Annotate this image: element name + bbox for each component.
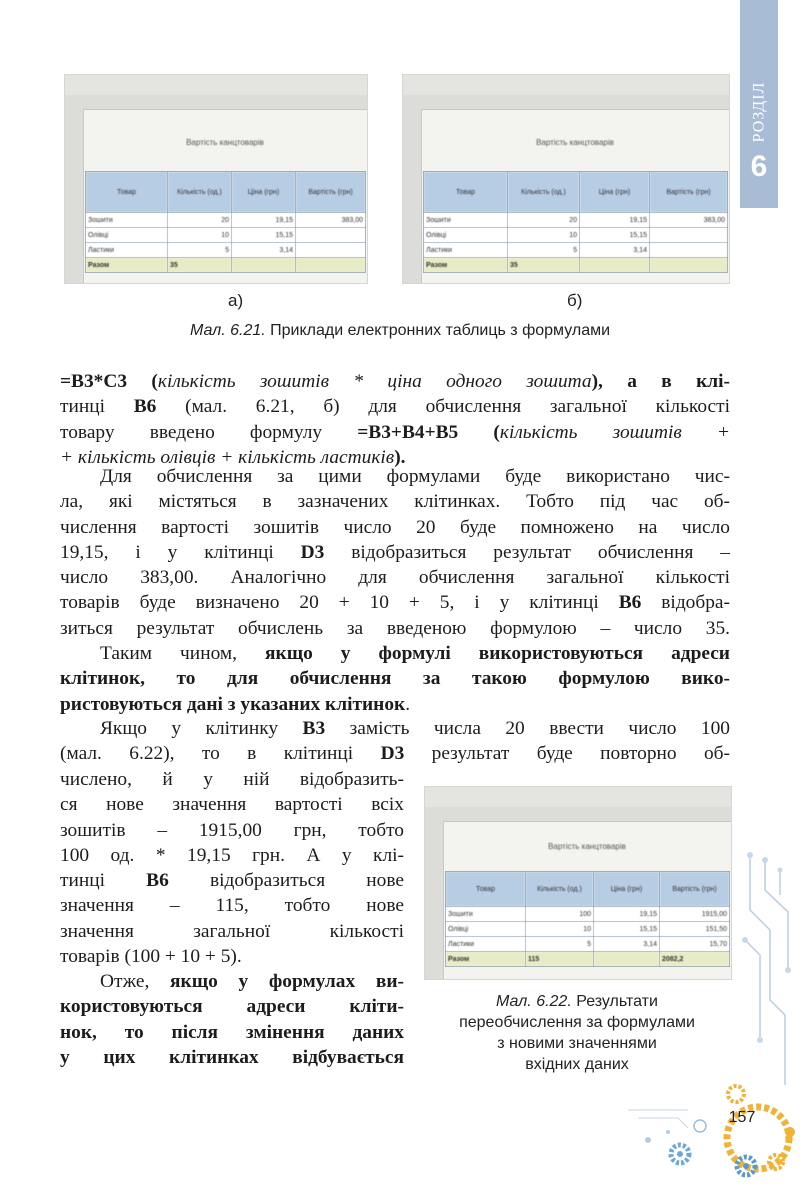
spreadsheet-c — [424, 786, 732, 980]
paragraph-5: Отже, якщо у формулах ви- користовуються адреси кліти- нок, то після змінення даних у цих клітинках відбувається — [60, 971, 404, 1068]
paragraph-3: Таким чином, якщо у формулі використовуються адреси клітинок, то для обчислення за такою формулою вико- ристовуються дані з указаних клітинок. — [60, 643, 730, 715]
table-row — [446, 922, 730, 937]
header-cell: Ціна (грн) — [580, 172, 650, 213]
table-cell — [650, 243, 728, 258]
data-table — [423, 171, 728, 273]
table-cell — [296, 258, 366, 273]
chapter-label: РОЗДІЛ — [750, 81, 767, 143]
paragraph-2: Для обчислення за цими формулами буде використано чис- ла, які містяться в зазначених клітинках. Тобто під час об- числення вартості зошитів число 20 буде помножено на число 19,15, і у клітинці D3 відобразиться результат обчислення – число 383,00. Аналогічно для обчислення загальної кількості товарів буде визначено 20 + 10 + 5, і у клітинці B6 відобра- зиться результат обчислень за введеною формулою – число 35. — [60, 466, 730, 639]
column-headers — [425, 807, 731, 822]
paragraph-4: Якщо у клітинку B3 замість числа 20 ввести число 100 (мал. 6.22), то в клітинці D3 результат буде повторно об- — [60, 718, 730, 765]
total-row — [446, 952, 730, 967]
table-cell: 383,00 — [296, 213, 366, 228]
figure-caption-621 — [60, 322, 740, 340]
table-cell — [580, 258, 650, 273]
header-cell: Кількість (од.) — [508, 172, 580, 213]
row-headers — [425, 821, 444, 979]
table-cell — [594, 952, 660, 967]
column-headers — [65, 95, 367, 110]
table-cell: Олівці — [446, 922, 526, 937]
table-cell: 15,15 — [594, 922, 660, 937]
table-cell — [650, 258, 728, 273]
header-cell: Товар — [446, 872, 526, 907]
table-cell: Разом — [86, 258, 168, 273]
paragraph-4-narrow: числено, й у ній відобразить- ся нове значення вартості всіх зошитів – 1915,00 грн, тобто 100 од. * 19,15 грн. А у клі- тинці B6 відобразиться нове значення – 115, тобто нове значення загальної кількості товарів (100 + 10 + 5). — [60, 769, 404, 968]
table-cell: Разом — [424, 258, 508, 273]
table-cell: 35 — [168, 258, 232, 273]
header-cell: Ціна (грн) — [232, 172, 296, 213]
header-cell: Кількість (од.) — [168, 172, 232, 213]
spreadsheet-a — [64, 74, 368, 284]
formula-bar — [65, 75, 367, 96]
table-cell: Олівці — [424, 228, 508, 243]
formula-bar — [425, 787, 731, 808]
row-headers — [65, 109, 84, 283]
paragraph-1: =B3*C3 (кількість зошитів * ціна одного зошита), а в клі- тинці B6 (мал. 6.21, б) для обчислення загальної кількості товару введено формулу =B3+B4+B5 (кількість зошитів + + кількість олівців + кількість ластиків). — [60, 371, 731, 468]
caption-number: Мал. 6.22. — [496, 993, 572, 1010]
header-cell: Товар — [424, 172, 508, 213]
spreadsheet-b — [402, 74, 730, 284]
header-cell: Вартість (грн) — [660, 872, 730, 907]
table-row — [424, 243, 728, 258]
total-row — [86, 258, 366, 273]
table-cell: 1915,00 — [660, 907, 730, 922]
table-cell: Ластики — [86, 243, 168, 258]
table-title: Вартість канцтоварів — [536, 138, 614, 147]
table-cell: Ластики — [424, 243, 508, 258]
header-cell: Вартість (грн) — [296, 172, 366, 213]
table-row — [424, 228, 728, 243]
table-cell: 35 — [508, 258, 580, 273]
figure-label-b: б) — [567, 291, 583, 310]
table-cell: 5 — [508, 243, 580, 258]
table-row — [86, 243, 366, 258]
total-row — [424, 258, 728, 273]
table-cell: 10 — [508, 228, 580, 243]
table-cell: 151,50 — [660, 922, 730, 937]
table-cell: Зошити — [424, 213, 508, 228]
table-row — [446, 907, 730, 922]
chapter-number: 6 — [750, 150, 768, 183]
table-cell — [296, 243, 366, 258]
table-row — [86, 213, 366, 228]
data-table — [85, 171, 366, 273]
table-cell: 15,15 — [580, 228, 650, 243]
header-cell: Товар — [86, 172, 168, 213]
table-cell: 19,15 — [580, 213, 650, 228]
data-table — [445, 871, 730, 967]
header-cell: Кількість (од.) — [526, 872, 594, 907]
table-cell — [232, 258, 296, 273]
table-row — [446, 937, 730, 952]
table-cell: 3,14 — [232, 243, 296, 258]
table-cell: 5 — [526, 937, 594, 952]
table-cell: 383,00 — [650, 213, 728, 228]
table-cell: 19,15 — [232, 213, 296, 228]
table-cell: Зошити — [86, 213, 168, 228]
table-cell: 115 — [526, 952, 594, 967]
table-cell: 100 — [526, 907, 594, 922]
table-row — [424, 213, 728, 228]
row-headers — [403, 109, 422, 283]
table-cell: 2082,2 — [660, 952, 730, 967]
column-headers — [403, 95, 729, 110]
page-number: 157 — [728, 1109, 756, 1126]
table-cell: 15,15 — [232, 228, 296, 243]
formula-bar — [403, 75, 729, 96]
table-cell: 19,15 — [594, 907, 660, 922]
table-cell: 3,14 — [580, 243, 650, 258]
table-cell: 10 — [526, 922, 594, 937]
figure-caption-622: Мал. 6.22. Результати переобчислення за формулами з новими значеннями вхідних даних — [459, 993, 695, 1073]
table-title: Вартість канцтоварів — [186, 138, 264, 147]
table-cell — [296, 228, 366, 243]
table-cell: Ластики — [446, 937, 526, 952]
circuit-decoration-icon — [740, 850, 798, 1090]
table-cell: Олівці — [86, 228, 168, 243]
table-cell — [650, 228, 728, 243]
table-row — [86, 228, 366, 243]
caption-text: Приклади електронних таблиць з формулами — [265, 322, 611, 339]
figure-label-a: а) — [228, 291, 244, 310]
gears-decoration-icon — [608, 1070, 798, 1182]
caption-number: Мал. 6.21. — [189, 322, 266, 339]
table-cell: 5 — [168, 243, 232, 258]
table-cell: Зошити — [446, 907, 526, 922]
header-cell: Ціна (грн) — [594, 872, 660, 907]
table-cell: Разом — [446, 952, 526, 967]
header-cell: Вартість (грн) — [650, 172, 728, 213]
table-cell: 10 — [168, 228, 232, 243]
table-cell: 3,14 — [594, 937, 660, 952]
table-cell: 20 — [168, 213, 232, 228]
table-title: Вартість канцтоварів — [548, 842, 626, 851]
table-cell: 20 — [508, 213, 580, 228]
table-cell: 15,70 — [660, 937, 730, 952]
